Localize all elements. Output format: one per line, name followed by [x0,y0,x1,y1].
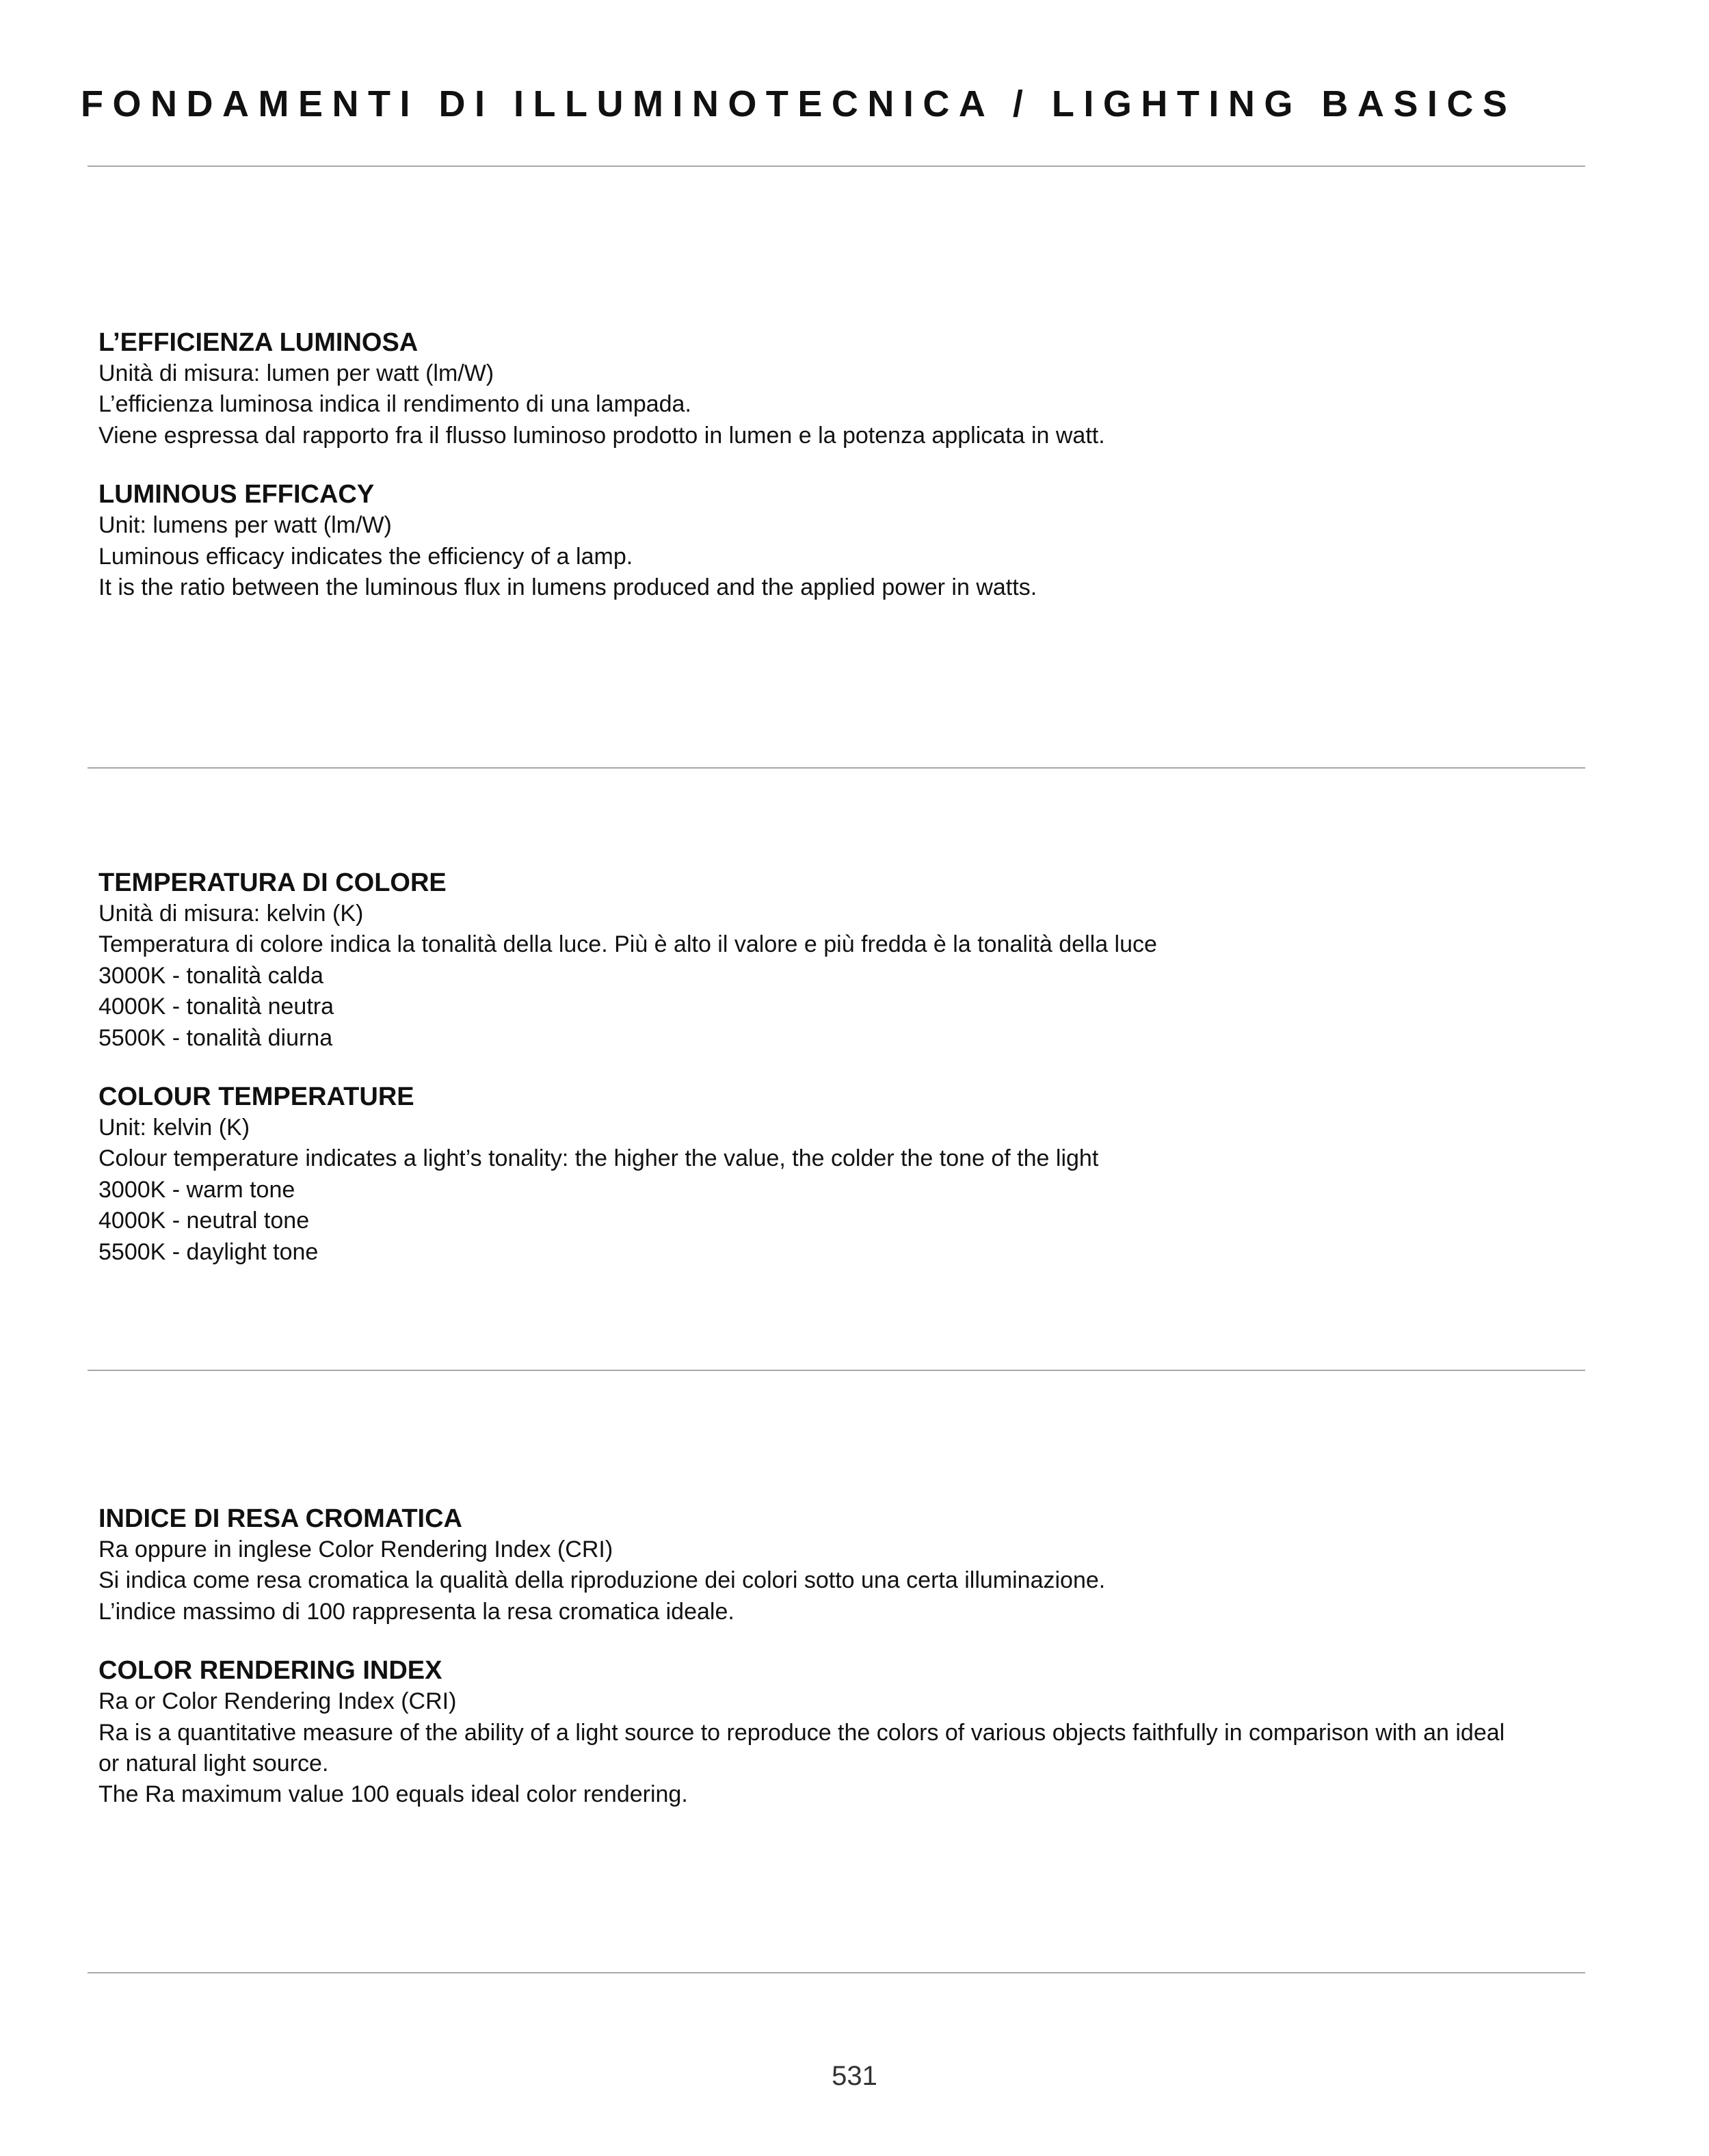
text-line: Unità di misura: lumen per watt (lm/W) [98,360,494,386]
section-heading: COLOR RENDERING INDEX [98,1656,442,1686]
block-italian [98,327,1589,451]
section-colour-temperature [98,867,1589,1268]
text-line: Unit: lumens per watt (lm/W) [98,512,392,539]
divider [88,767,1585,769]
section-heading: LUMINOUS EFFICACY [98,480,375,509]
text-line: Ra or Color Rendering Index (CRI) [98,1688,457,1715]
block-english [98,479,1589,603]
text-line: Luminous efficacy indicates the efficiency of a lamp. [98,543,633,570]
divider [88,1370,1585,1371]
text-line: Ra oppure in inglese Color Rendering Index (CRI) [98,1536,613,1562]
text-line: It is the ratio between the luminous flux in lumens produced and the applied power in watts. [98,574,1037,601]
text-line: 4000K - neutral tone [98,1208,310,1234]
text-line: 5500K - daylight tone [98,1238,319,1265]
page-number: 531 [832,2061,877,2091]
text-line: Viene espressa dal rapporto fra il flusso luminoso prodotto in lumen e la potenza applicata in watt. [98,422,1105,449]
text-line: Temperatura di colore indica la tonalità della luce. Più è alto il valore e più fredda è la tonalità della luce [98,931,1157,958]
text-line: L’indice massimo di 100 rappresenta la resa cromatica ideale. [98,1598,734,1625]
text-line: The Ra maximum value 100 equals ideal color rendering. [98,1781,688,1808]
text-line: L’efficienza luminosa indica il rendimento di una lampada. [98,391,691,418]
text-line: 5500K - tonalità diurna [98,1024,333,1051]
section-heading: TEMPERATURA DI COLORE [98,868,447,897]
section-heading: INDICE DI RESA CROMATICA [98,1504,462,1533]
block-italian [98,867,1589,1054]
section-heading: L’EFFICIENZA LUMINOSA [98,328,419,357]
text-line: Ra is a quantitative measure of the ability of a light source to reproduce the colors of various objects faithfully in comparison with an ideal [98,1719,1505,1746]
text-line: 3000K - warm tone [98,1176,295,1203]
page-title: FONDAMENTI DI ILLUMINOTECNICA / LIGHTING BASICS [81,83,1517,124]
block-english [98,1655,1589,1811]
section-color-rendering-index [98,1503,1589,1811]
text-line: Unità di misura: kelvin (K) [98,901,364,927]
text-line: Colour temperature indicates a light’s tonality: the higher the value, the colder the tone of the light [98,1145,1099,1172]
divider [88,165,1585,167]
text-line: or natural light source. [98,1751,329,1777]
block-italian [98,1503,1589,1627]
section-luminous-efficacy [98,327,1589,603]
text-line: 4000K - tonalità neutra [98,994,334,1020]
text-line: Unit: kelvin (K) [98,1115,250,1141]
block-english [98,1081,1589,1268]
section-heading: COLOUR TEMPERATURE [98,1082,414,1112]
divider [88,1972,1585,1973]
text-line: Si indica come resa cromatica la qualità della riproduzione dei colori sotto una certa illuminazione. [98,1567,1106,1594]
text-line: 3000K - tonalità calda [98,962,323,989]
